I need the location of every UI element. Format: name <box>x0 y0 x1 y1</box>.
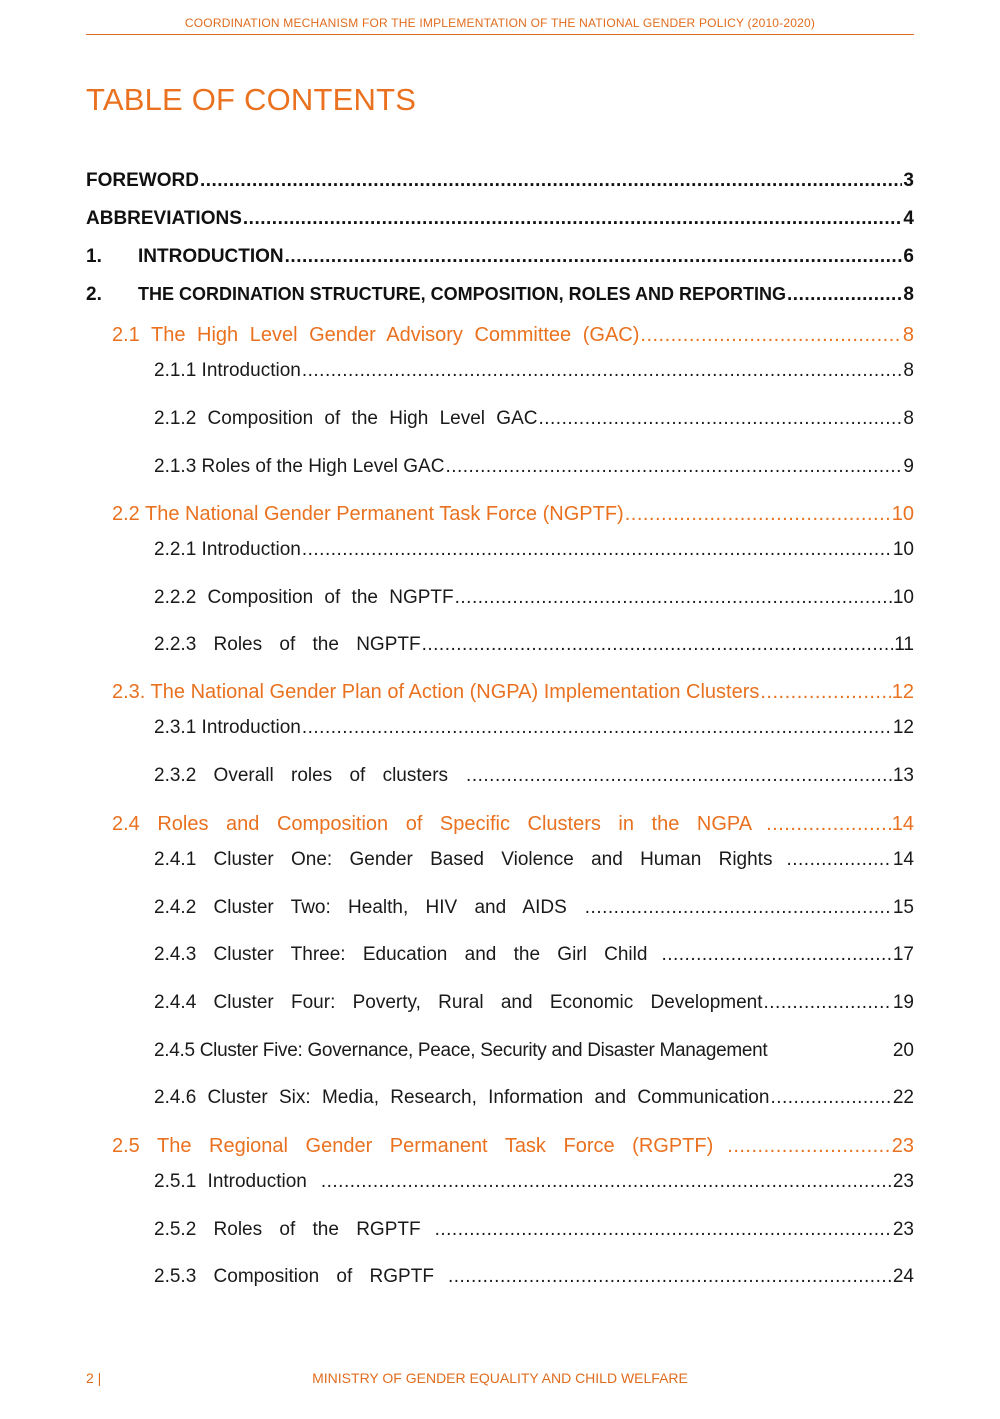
toc-entry-title: 2.2.1 Introduction <box>154 539 301 560</box>
footer-page-number: 2 | <box>86 1370 102 1386</box>
toc-entry-page: 13 <box>892 765 914 786</box>
toc-entry-title: 2.3.1 Introduction <box>154 717 301 738</box>
toc-entry-2-2-3[interactable] <box>154 634 914 656</box>
footer-ministry-name: MINISTRY OF GENDER EQUALITY AND CHILD WELFARE <box>312 1370 688 1386</box>
dot-leader <box>321 1171 892 1193</box>
dot-leader <box>435 1219 892 1241</box>
toc-entry-title: FOREWORD <box>86 170 199 191</box>
dot-leader <box>243 208 903 230</box>
dot-leader <box>448 1266 892 1288</box>
toc-entry-page: 3 <box>903 170 914 191</box>
toc-entry-title: 2.2.3 Roles of the NGPTF <box>154 634 421 655</box>
toc-entry-coordination-structure[interactable] <box>86 284 914 306</box>
toc-entry-page: 23 <box>892 1219 914 1240</box>
toc-entry-title: 2.4 Roles and Composition of Specific Clusters in the NGPA <box>112 813 753 835</box>
toc-entry-page: 8 <box>903 360 914 381</box>
toc-entry-title: 2.1.3 Roles of the High Level GAC <box>154 456 445 477</box>
header-title: COORDINATION MECHANISM FOR THE IMPLEMENTATION OF THE NATIONAL GENDER POLICY (2010-2020) <box>184 16 816 30</box>
toc-entry-page: 22 <box>892 1087 914 1108</box>
toc-entry-abbreviations[interactable] <box>86 208 914 230</box>
dot-leader <box>770 1087 891 1109</box>
toc-entry-foreword[interactable] <box>86 170 914 192</box>
dot-leader <box>766 813 891 836</box>
toc-entry-title: 2.4.4 Cluster Four: Poverty, Rural and Economic Development <box>154 992 763 1013</box>
toc-entry-title: 2.4.2 Cluster Two: Health, HIV and AIDS <box>154 897 567 918</box>
dot-leader <box>285 246 903 268</box>
toc-entry-page: 15 <box>892 897 914 918</box>
dot-leader <box>538 408 902 430</box>
dot-leader <box>661 944 891 966</box>
toc-entry-page: 10 <box>892 539 914 560</box>
toc-entry-2-5[interactable] <box>112 1135 914 1158</box>
toc-entry-title: 2.1 The High Level Gender Advisory Committee (GAC) <box>112 324 640 346</box>
toc-entry-title: 2.5.3 Composition of RGPTF <box>154 1266 434 1287</box>
dot-leader <box>786 849 891 871</box>
toc-entry-2-4-5[interactable] <box>154 1040 914 1062</box>
toc-entry-title: THE CORDINATION STRUCTURE, COMPOSITION, ROLES AND REPORTING <box>138 284 787 304</box>
toc-entry-title: 2.2 The National Gender Permanent Task Force (NGPTF) <box>112 503 624 525</box>
toc-entry-2-4-1[interactable] <box>154 849 914 871</box>
toc-entry-2-3-1[interactable] <box>154 717 914 739</box>
dot-leader <box>640 324 901 347</box>
toc-entry-title: 2.4.6 Cluster Six: Media, Research, Information and Communication <box>154 1087 770 1108</box>
toc-entry-title: 2.4.1 Cluster One: Gender Based Violence and Human Rights <box>154 849 773 870</box>
toc-entry-page: 8 <box>903 284 914 305</box>
page-title: TABLE OF CONTENTS <box>86 82 417 117</box>
toc-entry-page: 17 <box>892 944 914 965</box>
toc-entry-2-4-3[interactable] <box>154 944 914 966</box>
toc-entry-2-2-1[interactable] <box>154 539 914 561</box>
dot-leader <box>302 539 892 561</box>
toc-entry-title: 2.1.1 Introduction <box>154 360 301 381</box>
toc-entry-2-4-2[interactable] <box>154 897 914 919</box>
toc-entry-page: 20 <box>892 1040 914 1061</box>
dot-leader <box>727 1135 890 1158</box>
dot-leader <box>445 456 902 478</box>
dot-leader <box>760 681 890 704</box>
toc-entry-page: 10 <box>892 587 914 608</box>
toc-entry-2-4-6[interactable] <box>154 1087 914 1109</box>
toc-entry-page: 9 <box>903 456 914 477</box>
toc-entry-title: 2.3. The National Gender Plan of Action (NGPA) Implementation Clusters <box>112 681 760 703</box>
toc-entry-2-4[interactable] <box>112 813 914 836</box>
dot-leader <box>422 634 894 656</box>
toc-entry-page: 12 <box>892 717 914 738</box>
toc-entry-page: 8 <box>902 324 914 346</box>
toc-entry-2-3-2[interactable] <box>154 765 914 787</box>
toc-entry-page: 6 <box>903 246 914 267</box>
toc-entry-number: 1. <box>86 246 102 267</box>
toc-entry-page: 14 <box>891 813 914 835</box>
toc-entry-2-3[interactable] <box>112 681 914 704</box>
toc-entry-title: 2.4.3 Cluster Three: Education and the Girl Child <box>154 944 648 965</box>
toc-entry-introduction[interactable] <box>86 246 914 268</box>
toc-entry-title: ABBREVIATIONS <box>86 208 242 229</box>
dot-leader <box>455 587 892 609</box>
toc-entry-title: 2.5.1 Introduction <box>154 1171 307 1192</box>
toc-entry-page: 24 <box>892 1266 914 1287</box>
toc-entry-2-1[interactable] <box>112 324 914 347</box>
toc-entry-title: 2.1.2 Composition of the High Level GAC <box>154 408 538 429</box>
toc-entry-2-1-3[interactable] <box>154 456 914 478</box>
toc-entry-2-2-2[interactable] <box>154 587 914 609</box>
toc-entry-page: 23 <box>892 1171 914 1192</box>
toc-entry-title: 2.2.2 Composition of the NGPTF <box>154 587 454 608</box>
toc-entry-page: 10 <box>891 503 914 525</box>
toc-entry-2-1-1[interactable] <box>154 360 914 382</box>
toc-entry-title: 2.5.2 Roles of the RGPTF <box>154 1219 421 1240</box>
toc-entry-number: 2. <box>86 284 102 305</box>
dot-leader <box>466 765 892 787</box>
toc-entry-2-2[interactable] <box>112 503 914 526</box>
dot-leader <box>200 170 902 192</box>
toc-entry-page: 23 <box>891 1135 914 1157</box>
dot-leader <box>764 992 892 1014</box>
toc-entry-2-1-2[interactable] <box>154 408 914 430</box>
toc-entry-title: 2.5 The Regional Gender Permanent Task Force (RGPTF) <box>112 1135 714 1157</box>
toc-entry-page: 11 <box>894 634 914 655</box>
toc-entry-page: 4 <box>903 208 914 229</box>
toc-entry-page: 8 <box>903 408 914 429</box>
toc-entry-title: 2.4.5 Cluster Five: Governance, Peace, Security and Disaster Management <box>154 1040 768 1061</box>
dot-leader <box>302 360 903 382</box>
dot-leader <box>787 284 902 306</box>
toc-entry-2-5-1[interactable] <box>154 1171 914 1193</box>
toc-entry-2-5-3[interactable] <box>154 1266 914 1288</box>
toc-entry-2-4-4[interactable] <box>154 992 914 1014</box>
toc-entry-page: 14 <box>892 849 914 870</box>
toc-entry-title: 2.3.2 Overall roles of clusters <box>154 765 449 786</box>
dot-leader <box>625 503 891 526</box>
toc-entry-2-5-2[interactable] <box>154 1219 914 1241</box>
toc-entry-title: INTRODUCTION <box>138 246 284 267</box>
toc-entry-page: 12 <box>891 681 914 703</box>
dot-leader <box>302 717 892 739</box>
dot-leader <box>585 897 892 919</box>
toc-entry-page: 19 <box>892 992 914 1013</box>
